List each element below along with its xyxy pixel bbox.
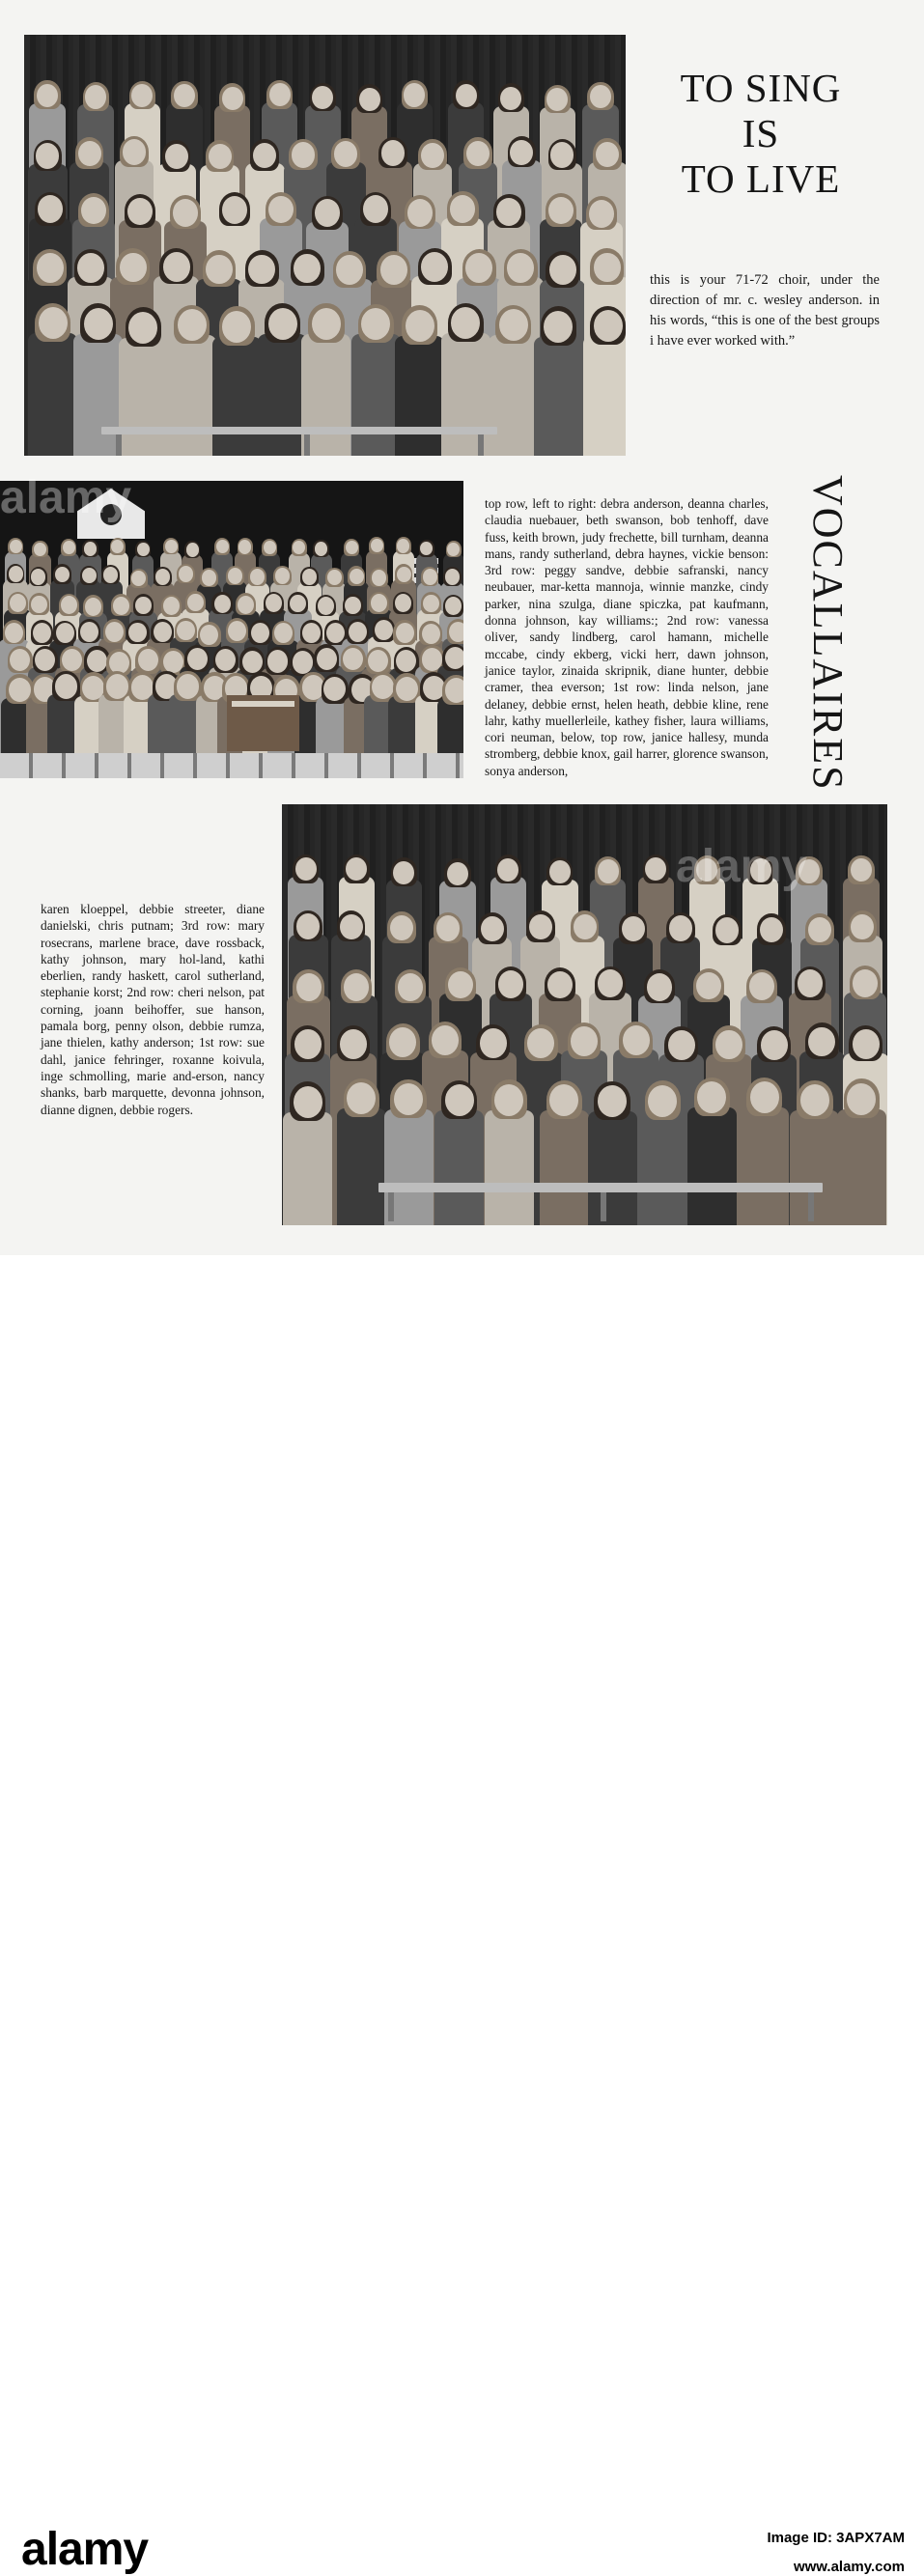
intro-caption: this is your 71-72 choir, under the direction of mr. c. wesley anderson. in his words, “this is one of the best groups i have ever worked with.” bbox=[650, 272, 880, 349]
alamy-logo: alamy bbox=[21, 2524, 149, 2575]
title-line-2: IS bbox=[742, 111, 780, 155]
stock-footer bbox=[0, 1255, 924, 2575]
title-line-3: TO LIVE bbox=[681, 156, 841, 201]
vocallaires-caption: top row, left to right: debra anderson, deanna charles, claudia nuebauer, beth swanson, bob tenhoff, dave fuss, keith brown, judy frechette, bill turnham, deanna mans, randy sutherland, debra haynes, vickie benson: 3rd row: peggy sandve, debbie safranski, nancy neubauer, mar-ketta mannoja, winnie manzke, cindy parker, nina szulga, diane spiczka, pat kaufmann, donna johnson, kay williams:; 2nd row: vanessa oliver, sandy lindberg, carol hamann, michelle mccabe, cindy ekberg, vicki herr, dawn johnson, janice taylor, zinaida skripnik, diane hunter, debbie cramer, thea everson; 1st row: linda nelson, jane delaney, debbie ernst, helen heath, debbie kline, rene lahr, kathy muellerleile, kathey fisher, laura williams, cori neuman, below, top row, janice hallesy, munda stromberg, debbie knox, gail harrer, glorence swanson, sonya anderson, bbox=[485, 496, 769, 778]
lower-caption: karen kloeppel, debbie streeter, diane danielski, chris putnam; 3rd row: mary rosecrans, marlene brace, dave rossback, kathy johnson, mary hol-land, kathi eberlien, randy haskett, carol sutherland, stephanie korst; 2nd row: cheri nelson, pat corning, joann beihoffer, sue hanson, pamala borg, penny olson, debbie rumza, jane thielen, kathy anderson; 1st row: sue dahl, janice fehringer, roxanne koivula, inge schmolling, marie and-erson, nancy shanks, barb marquette, devonna johnson, dianne dignen, debbie rogers. bbox=[41, 902, 265, 1117]
section-title: VOCALLAIRES bbox=[804, 475, 852, 792]
choir-photo-middle bbox=[0, 481, 463, 778]
choir-photo-top bbox=[24, 35, 626, 456]
site-url: www.alamy.com bbox=[793, 2559, 905, 2575]
page-title bbox=[645, 66, 877, 202]
yearbook-page bbox=[0, 0, 924, 1255]
title-line-1: TO SING bbox=[680, 66, 842, 110]
watermark: alamy bbox=[0, 472, 132, 523]
image-id: Image ID: 3APX7AM bbox=[767, 2530, 905, 2546]
watermark-center: alamy bbox=[676, 841, 808, 892]
